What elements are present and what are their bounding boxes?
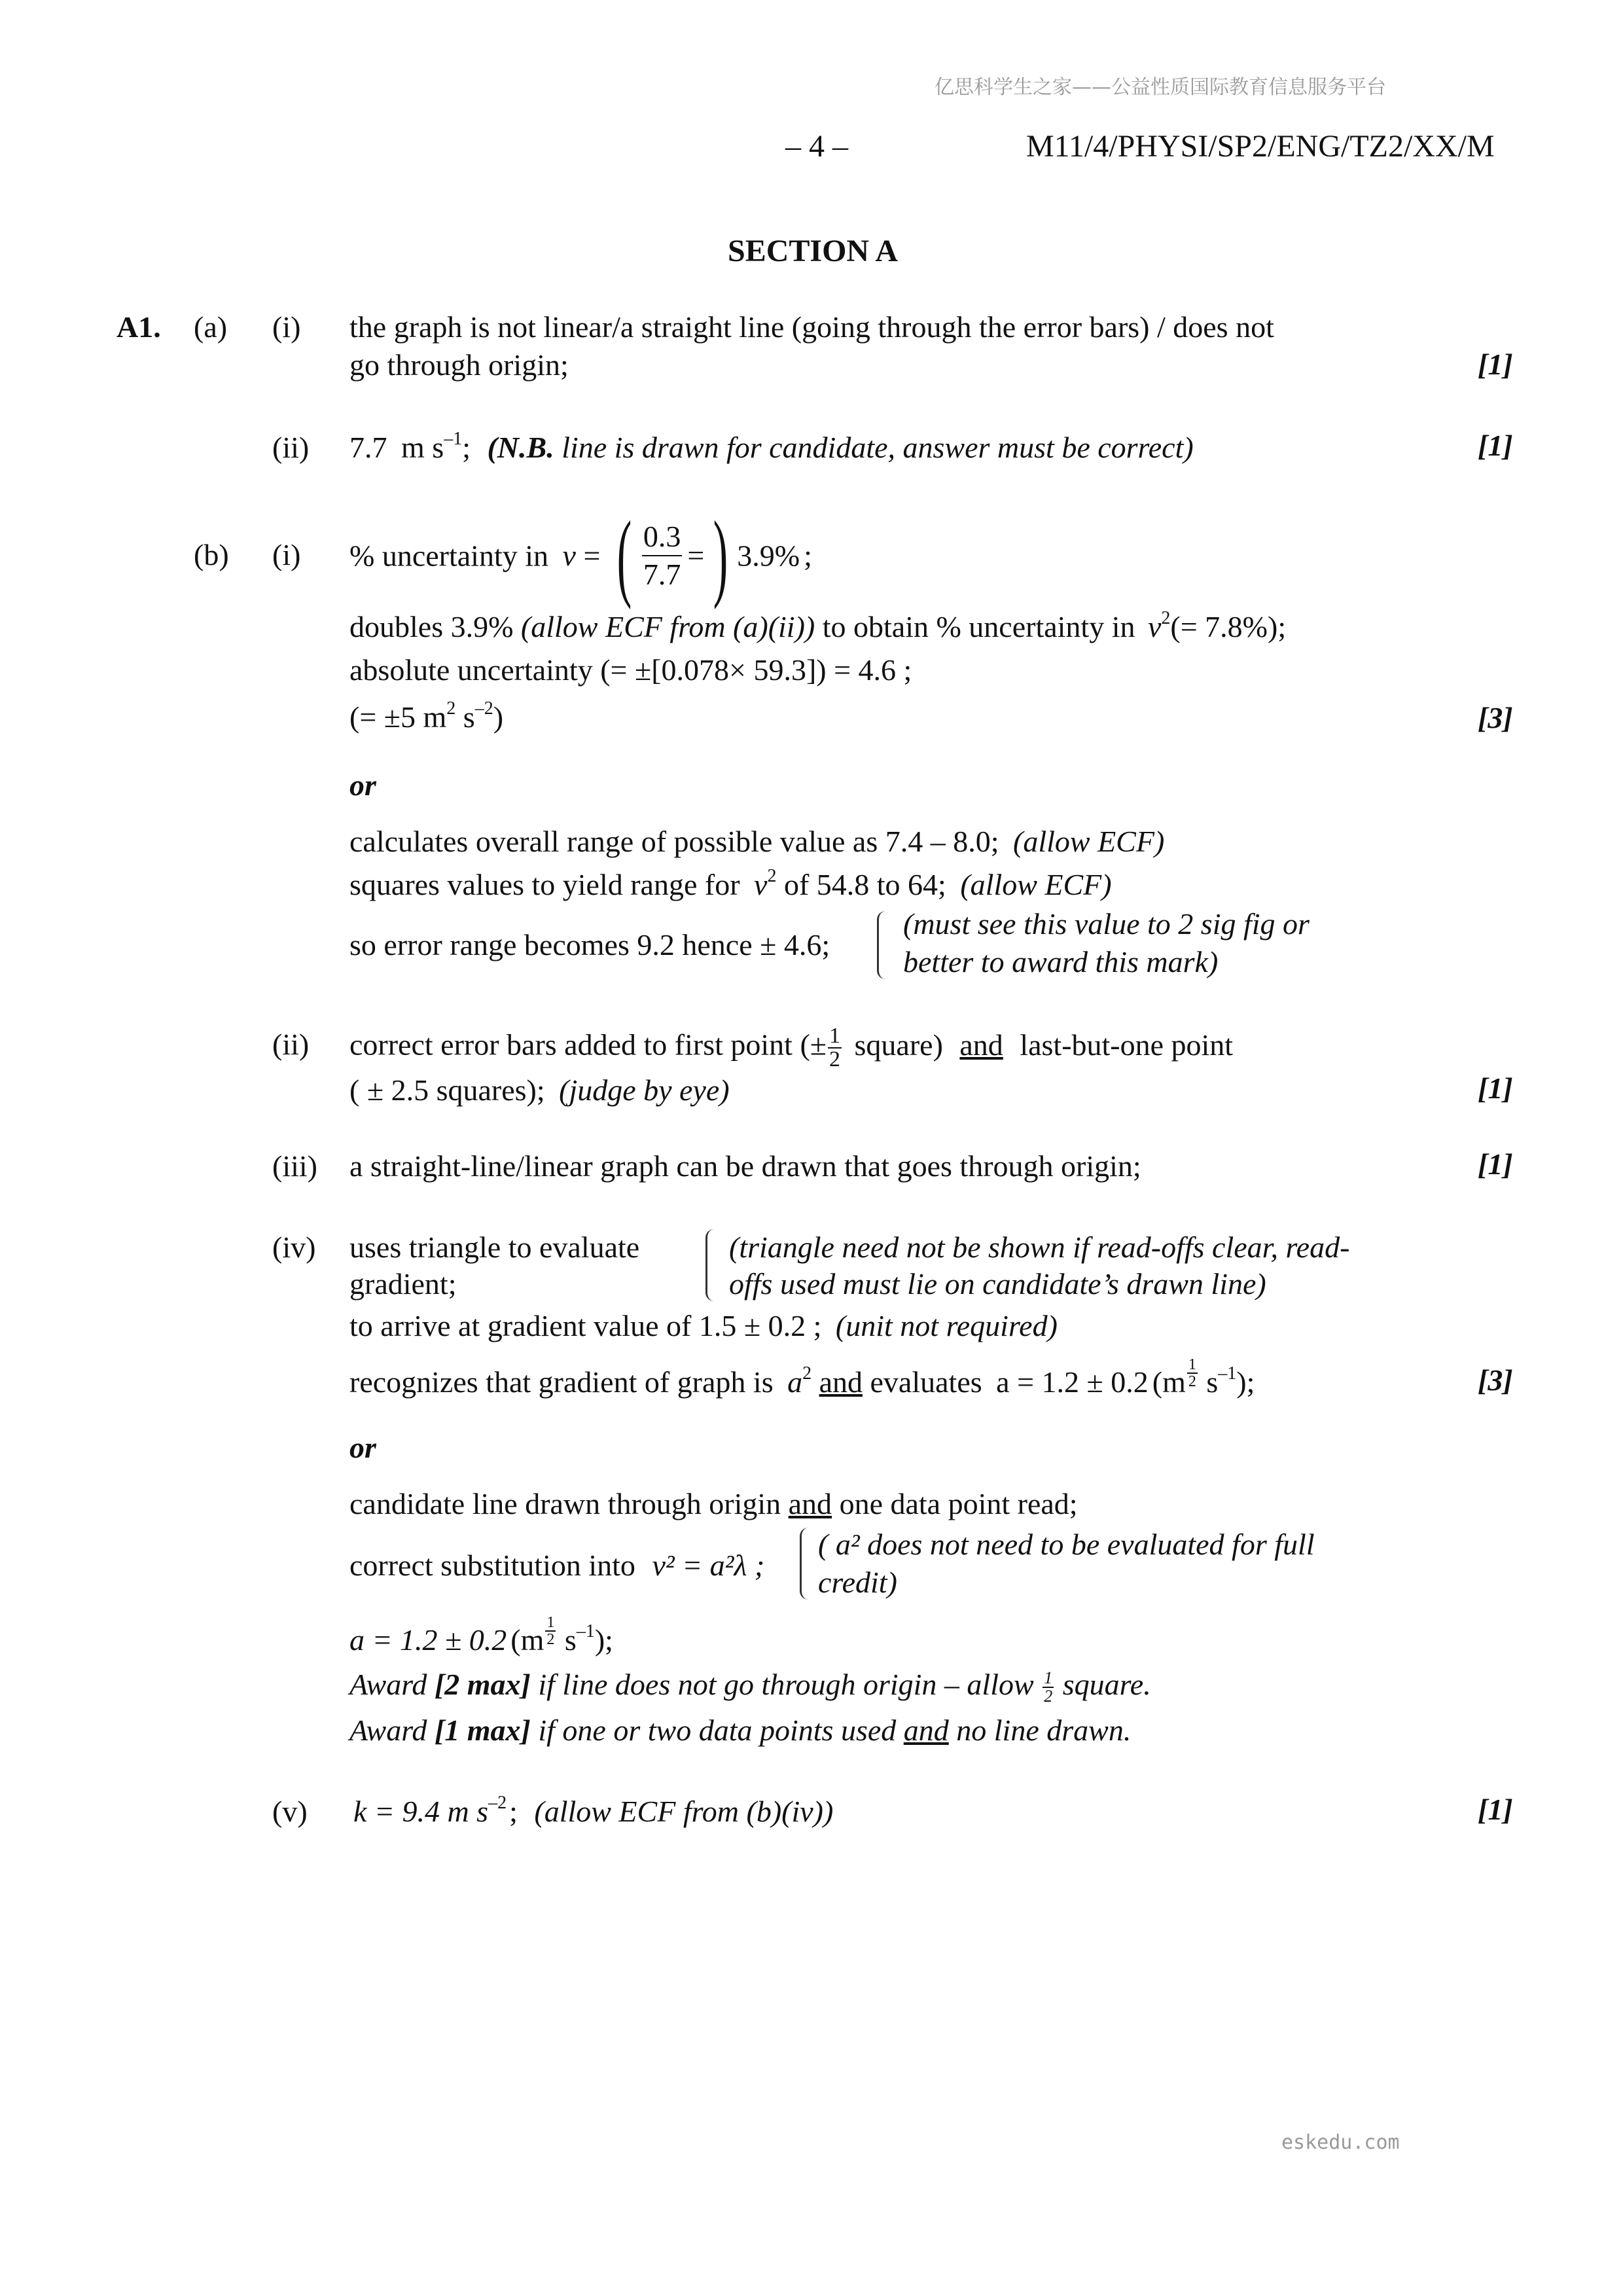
award2-b: [1 max]: [434, 1713, 531, 1747]
half-num: 1: [829, 1024, 841, 1048]
frac-num: 0.3: [642, 518, 683, 556]
award1-half-den: 2: [1044, 1687, 1053, 1706]
alt3-half: [545, 1615, 556, 1647]
b-ii-text3: last-but-one point: [1020, 1028, 1234, 1062]
doubles-line: [349, 607, 1286, 651]
alt3-aval: a = 1.2 ± 0.2: [349, 1623, 507, 1657]
alt-squares-line: [349, 865, 1112, 909]
alt2-post: of 54.8 to 64;: [783, 868, 946, 901]
half-fraction: [828, 1025, 842, 1071]
question-label: A1.: [116, 310, 161, 344]
frac-den: 7.7: [643, 558, 681, 592]
alt3-half-den: 2: [546, 1631, 555, 1649]
recog-half-den: 2: [1188, 1373, 1196, 1391]
recog-a: a: [787, 1365, 803, 1399]
equals-inner: =: [687, 539, 705, 573]
mark-a-i: [1]: [1478, 348, 1513, 381]
pm5-close: ): [493, 700, 504, 734]
b-iv-alt2: [349, 1546, 764, 1585]
mark-b-iv: [3]: [1478, 1363, 1513, 1397]
recog-unit-s: s: [1198, 1365, 1219, 1399]
alt2-eq: v² = a²λ ;: [652, 1549, 765, 1582]
b-v-exp: –2: [488, 1793, 507, 1813]
award1-half: [1043, 1670, 1054, 1705]
award-1: [349, 1665, 1151, 1705]
alt1-post: one data point read;: [839, 1487, 1078, 1520]
var-v-sq: v: [1148, 610, 1162, 643]
b-ii-line1: [349, 1025, 1233, 1071]
recog-half: [1187, 1357, 1198, 1390]
award2-and: and: [903, 1713, 949, 1747]
recog-aval: a = 1.2 ± 0.2: [996, 1365, 1149, 1399]
a-ii-exp: –1: [444, 429, 463, 449]
or-1: or: [349, 768, 376, 802]
alt-range-line: [349, 822, 1164, 861]
b-ii-line2: [349, 1071, 730, 1110]
b-iv-arrive: [349, 1306, 1058, 1346]
recog-pre: recognizes that gradient of graph is: [349, 1365, 774, 1399]
fraction: [642, 518, 683, 593]
b-iv-alt3: [349, 1614, 613, 1664]
alt2-v: v: [754, 868, 768, 901]
b-v-k: k = 9.4 m s: [353, 1795, 489, 1828]
nb-label: (N.B.: [487, 431, 554, 464]
award1-c: if line does not go through origin – allow: [538, 1668, 1034, 1701]
half-den: 2: [829, 1047, 841, 1071]
alt3-unit-close: );: [594, 1623, 613, 1657]
b-iii-text: a straight-line/linear graph can be drawn that goes through origin;: [349, 1149, 1141, 1183]
a-ii-answer: [349, 428, 1194, 472]
page-number: – 4 –: [785, 129, 848, 164]
b-ii-squares: ( ± 2.5 squares);: [349, 1073, 545, 1107]
recog-and: and: [819, 1365, 863, 1399]
alt2-note1: ( a² does not need to be evaluated for full: [818, 1528, 1315, 1561]
b-iv-uses2: gradient;: [349, 1267, 457, 1300]
b-iv-note1: (triangle need not be shown if read-offs clear, read-: [729, 1230, 1350, 1264]
b-v-answer: [353, 1792, 833, 1836]
sub-label-b-i: (i): [272, 538, 301, 571]
sub-label-a-i: (i): [272, 310, 301, 344]
absolute-uncertainty: absolute uncertainty (= ±[0.078× 59.3]) = 4.6 ;: [349, 653, 912, 687]
recog-unit-close: );: [1236, 1365, 1255, 1399]
b-ii-text2: square): [854, 1028, 943, 1062]
paren-open: (: [616, 501, 632, 611]
pct-result: 3.9%: [737, 539, 800, 573]
a-i-line1: the graph is not linear/a straight line (going through the error bars) / does not: [349, 310, 1274, 344]
equals: =: [583, 539, 601, 573]
award1-b: [2 max]: [434, 1668, 531, 1701]
pct-prefix: % uncertainty in: [349, 539, 549, 573]
b-iv-note2: offs used must lie on candidate’s drawn line): [729, 1267, 1266, 1300]
doubles-pre: doubles 3.9%: [349, 610, 514, 643]
b-v-ecf: (allow ECF from (b)(iv)): [534, 1795, 834, 1828]
alt2-text: squares values to yield range for: [349, 868, 740, 901]
alt3-unit-s: s: [557, 1623, 577, 1657]
pm5-s: s: [463, 700, 475, 734]
recog-mid: evaluates: [870, 1365, 982, 1399]
exp-2: 2: [1161, 608, 1171, 628]
b-iv-alt1: [349, 1484, 1078, 1524]
alt1-text: calculates overall range of possible value as 7.4 – 8.0;: [349, 825, 999, 858]
award2-c: if one or two data points used: [538, 1713, 897, 1747]
sub-label-b-iv: (iv): [272, 1230, 316, 1264]
or-2: or: [349, 1431, 376, 1464]
alt3-note1: (must see this value to 2 sig fig or: [903, 907, 1310, 941]
alt3-unit-open: (m: [510, 1623, 544, 1657]
award1-a: Award: [349, 1668, 427, 1701]
paper-code: M11/4/PHYSI/SP2/ENG/TZ2/XX/M: [1026, 129, 1495, 164]
award1-half-num: 1: [1044, 1668, 1053, 1688]
arrive-note: (unit not required): [835, 1309, 1058, 1342]
sub-label-b-v: (v): [272, 1795, 308, 1828]
b-iv-uses1: uses triangle to evaluate: [349, 1230, 640, 1264]
recog-unit-open: (m: [1152, 1365, 1186, 1399]
mark-b-iii: [1]: [1478, 1147, 1513, 1181]
brace-1: [877, 911, 885, 979]
award1-d: square.: [1062, 1668, 1151, 1701]
recog-half-num: 1: [1188, 1356, 1196, 1374]
brace-2: [705, 1229, 714, 1301]
pm5-exp: 2: [446, 698, 456, 719]
doubles-post: to obtain % uncertainty in: [822, 610, 1135, 643]
b-ii-and: and: [959, 1028, 1003, 1062]
a-ii-value: 7.7: [349, 431, 387, 464]
sub-label-a-ii: (ii): [272, 431, 310, 464]
mark-b-i: [3]: [1478, 701, 1513, 734]
b-ii-text1: correct error bars added to first point (±: [349, 1028, 827, 1062]
nb-text: line is drawn for candidate, answer must be correct): [562, 431, 1194, 464]
award-2: [349, 1711, 1131, 1750]
alt2-exp: 2: [767, 866, 777, 886]
alt3-expm1: –1: [576, 1621, 595, 1641]
doubles-ecf: (allow ECF from (a)(ii)): [520, 610, 815, 643]
alt3-note2: better to award this mark): [903, 945, 1219, 978]
a-ii-unit: m s: [401, 431, 444, 464]
pct-uncertainty-eq: [349, 501, 812, 611]
pct-semi: ;: [804, 539, 812, 573]
section-title: SECTION A: [728, 234, 899, 268]
mark-b-ii: [1]: [1478, 1071, 1513, 1105]
arrive-text: to arrive at gradient value of 1.5 ± 0.2 ;: [349, 1309, 822, 1342]
pm5: (= ±5 m: [349, 700, 447, 734]
brace-3: [800, 1528, 808, 1600]
alt1-and: and: [788, 1487, 832, 1520]
part-label-a: (a): [194, 310, 228, 344]
v2-result: (= 7.8%);: [1170, 610, 1287, 643]
watermark-top: 亿思科学生之家——公益性质国际教育信息服务平台: [935, 76, 1386, 99]
pm5-exp2: –2: [474, 698, 493, 719]
alt2-note2: credit): [818, 1566, 897, 1599]
alt1-pre: candidate line drawn through origin: [349, 1487, 781, 1520]
award2-a: Award: [349, 1713, 427, 1747]
sub-label-b-ii: (ii): [272, 1028, 310, 1061]
paren-close: ): [713, 501, 728, 611]
b-iv-recognize: [349, 1356, 1255, 1407]
watermark-bottom: eskedu.com: [1281, 2131, 1400, 2154]
part-label-b: (b): [194, 538, 229, 571]
a-ii-semi: ;: [462, 431, 471, 464]
b-ii-judge: (judge by eye): [559, 1073, 730, 1107]
pm5-line: [349, 698, 503, 742]
alt1-ecf: (allow ECF): [1013, 825, 1165, 858]
alt-error-range: so error range becomes 9.2 hence ± 4.6;: [349, 928, 830, 961]
award2-d: no line drawn.: [956, 1713, 1132, 1747]
alt3-half-num: 1: [546, 1614, 555, 1632]
alt2-ecf: (allow ECF): [960, 868, 1112, 901]
mark-a-ii: [1]: [1478, 429, 1513, 462]
recog-expm1: –1: [1218, 1363, 1237, 1384]
b-v-semi: ;: [509, 1795, 518, 1828]
a-i-line2: go through origin;: [349, 348, 569, 382]
sub-label-b-iii: (iii): [272, 1149, 317, 1183]
mark-b-v: [1]: [1478, 1793, 1513, 1826]
var-v: v: [562, 539, 576, 573]
recog-exp: 2: [802, 1363, 812, 1384]
alt2-pre: correct substitution into: [349, 1549, 635, 1582]
